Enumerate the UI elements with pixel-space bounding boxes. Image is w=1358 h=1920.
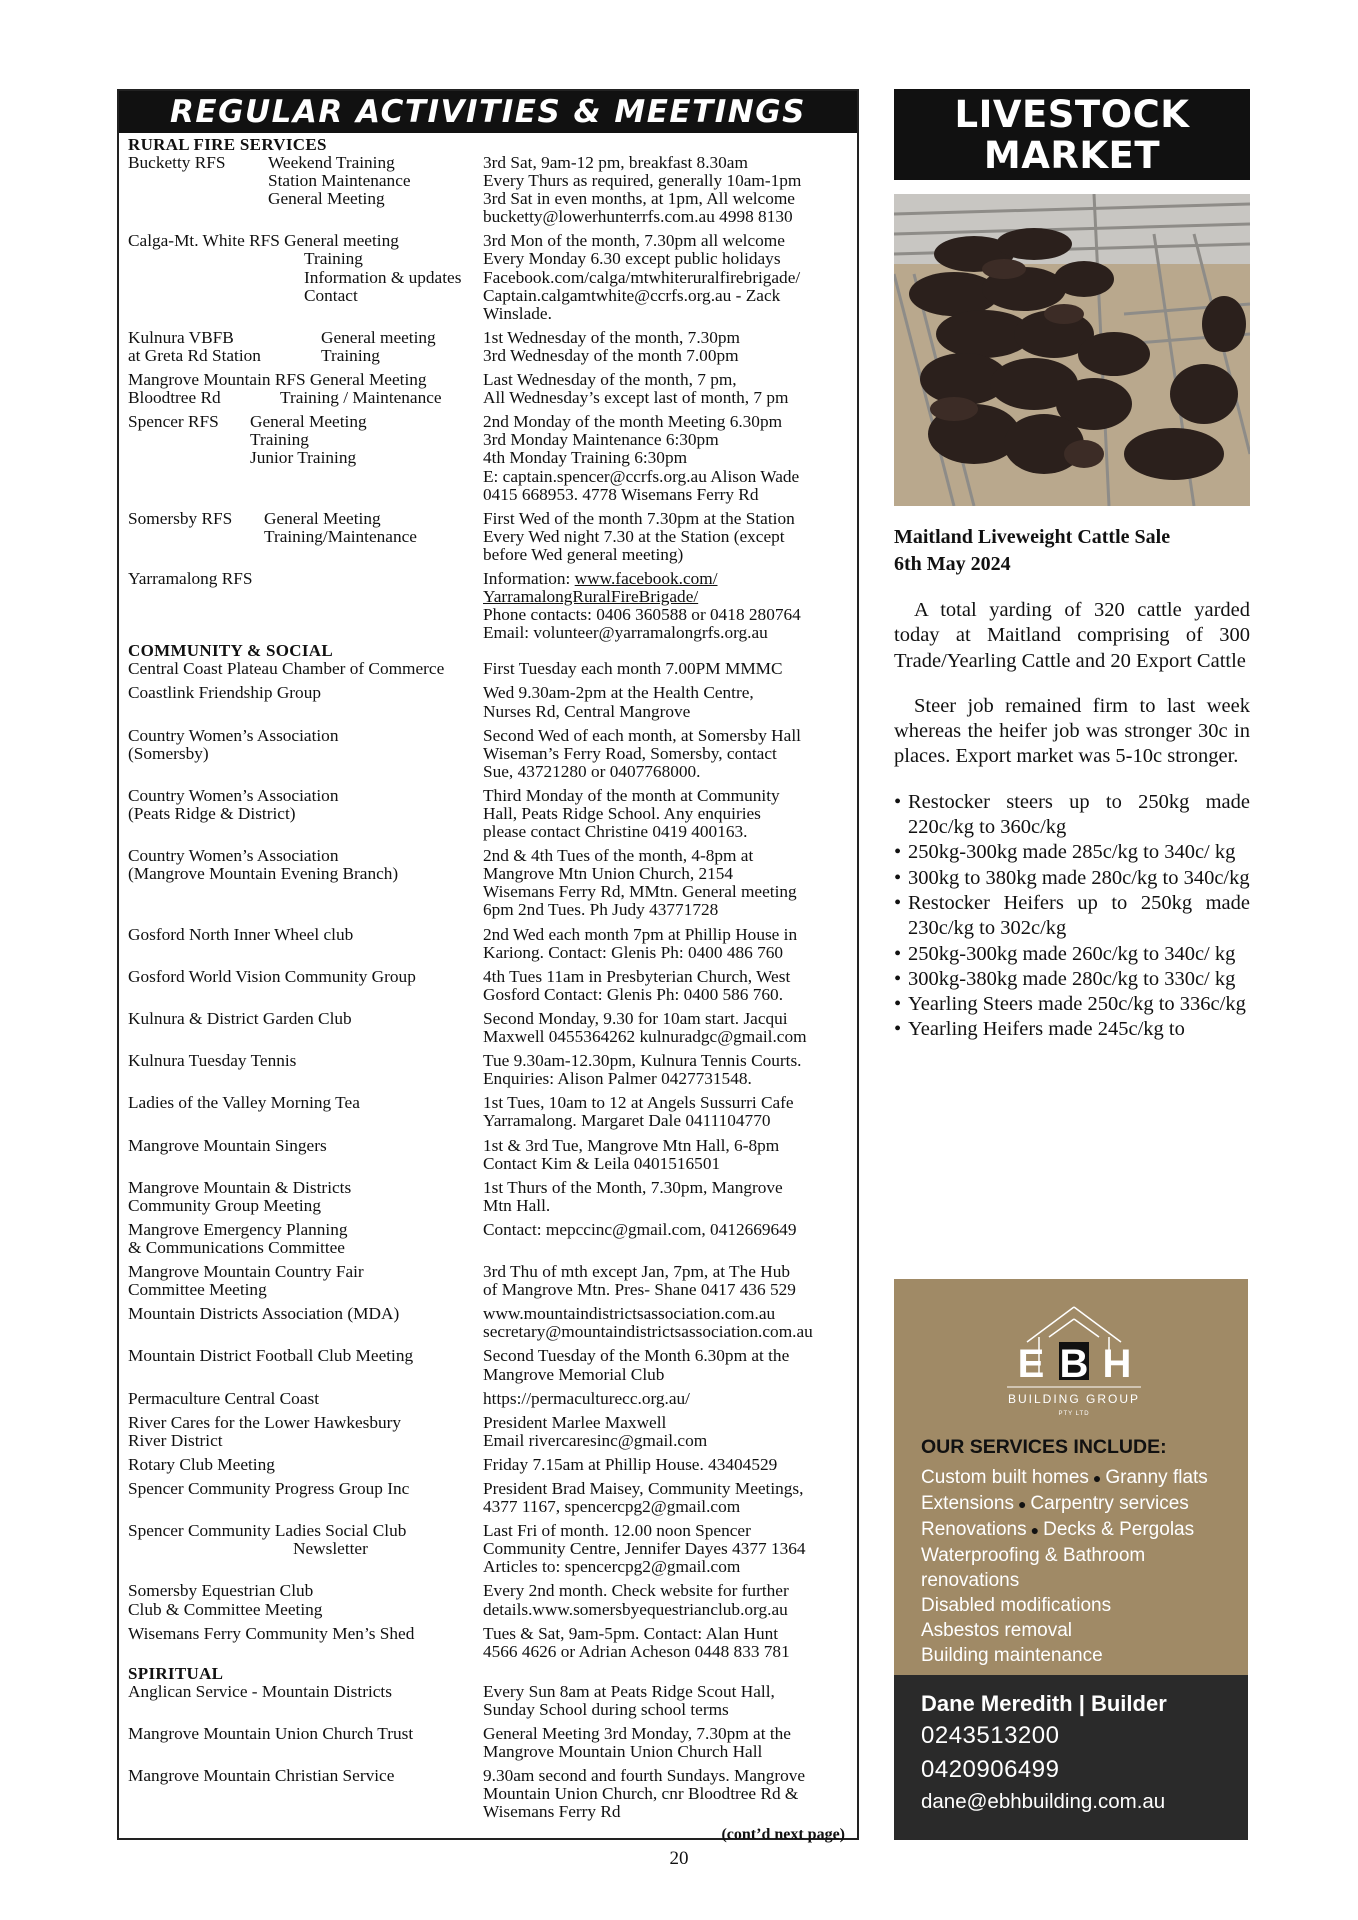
entry-name: Anglican Service - Mountain Districts (128, 1681, 392, 1701)
entry-detail: 4566 4626 or Adrian Acheson 0448 833 781 (483, 1641, 790, 1661)
entry-detail: Contact: mepccinc@gmail.com, 0412669649 (483, 1219, 797, 1239)
entry-detail: Facebook.com/calga/mtwhiteruralfirebrigade/ (483, 267, 801, 287)
entry-detail: 1st Wednesday of the month, 7.30pm (483, 327, 740, 347)
entry-detail: Yarramalong. Margaret Dale 0411104770 (483, 1111, 771, 1131)
bullet-icon: • (894, 967, 902, 990)
entry-detail: Second Monday, 9.30 for 10am start. Jacqui (483, 1008, 788, 1028)
entry-event: General Meeting (264, 508, 381, 528)
list-item (128, 371, 849, 407)
entry-detail: Tue 9.30am-12.30pm, Kulnura Tennis Courts. (483, 1051, 802, 1071)
entry-detail: Every Wed night 7.30 at the Station (except (483, 526, 785, 546)
price-bullet (894, 942, 1250, 967)
entry-detail: Maxwell 0455364262 kulnuradgc@gmail.com (483, 1027, 807, 1047)
list-item (128, 660, 849, 678)
entry-name: Somersby Equestrian Club (128, 1581, 314, 1601)
entry-name: Mangrove Mountain Christian Service (128, 1766, 395, 1786)
entry-detail: Community Centre, Jennifer Dayes 4377 1364 (483, 1539, 806, 1559)
entry-event: Training (250, 430, 309, 450)
logo-pty: PTY LTD (1058, 1411, 1090, 1417)
ebh-logo (989, 1297, 1159, 1422)
list-item (128, 1683, 849, 1719)
entry-detail: General Meeting 3rd Monday, 7.30pm at the (483, 1724, 791, 1744)
list-item (128, 1137, 849, 1173)
entry-name: Mangrove Emergency Planning (128, 1219, 348, 1239)
entry-detail: 3rd Thu of mth except Jan, 7pm, at The Hub (483, 1262, 791, 1282)
entry-detail: 1st Tues, 10am to 12 at Angels Sussurri Cafe (483, 1093, 794, 1113)
price-bullet (894, 992, 1250, 1017)
entry-detail: 0415 668953. 4778 Wisemans Ferry Rd (483, 484, 759, 504)
market-report-title (894, 89, 1250, 180)
bullet-icon: • (894, 1018, 902, 1041)
bullet-icon: • (894, 790, 902, 813)
service-item: Asbestos removal (921, 1620, 1073, 1641)
entry-event: General Meeting (268, 189, 385, 209)
ad-contact-block (894, 1675, 1248, 1840)
service-item: Carpentry services (1030, 1493, 1189, 1514)
entry-event: Training / Maintenance (280, 388, 442, 408)
price-bullet-text: 250kg-300kg made 260c/kg to 340c/ kg (908, 942, 1236, 965)
facebook-link[interactable]: www.facebook.com/ (574, 568, 718, 588)
sale-title (894, 524, 1250, 578)
entry-detail: before Wed general meeting) (483, 544, 684, 564)
price-bullet-text: 300kg-380kg made 280c/kg to 330c/ kg (908, 967, 1236, 990)
entry-detail: Hall, Peats Ridge School. Any enquiries (483, 804, 761, 823)
entry-name: Calga-Mt. White RFS General meeting (128, 231, 399, 251)
price-bullet-list (894, 790, 1250, 1043)
list-item (128, 1414, 849, 1450)
entry-detail: Winslade. (483, 303, 552, 323)
list-item (128, 570, 849, 642)
builder-name: Dane Meredith | Builder (921, 1691, 1167, 1716)
entry-detail: President Brad Maisey, Community Meetings, (483, 1479, 804, 1498)
entry-detail: Articles to: spencercpg2@gmail.com (483, 1557, 741, 1577)
entry-detail: Mountain Union Church, cnr Bloodtree Rd & (483, 1784, 799, 1804)
service-item: Granny flats (1105, 1467, 1208, 1488)
bullet-dot-icon: ● (1017, 1496, 1027, 1512)
entry-name: Spencer Community Ladies Social Club (128, 1521, 407, 1541)
service-item: renovations (921, 1570, 1020, 1591)
sale-title-line: Maitland Liveweight Cattle Sale (894, 526, 1171, 548)
price-bullet-text: Restocker Heifers up to 250kg made 230c/kg to 302c/kg (908, 891, 1250, 940)
entry-detail: of Mangrove Mtn. Pres- Shane 0417 436 529 (483, 1280, 796, 1300)
service-item: Waterproofing & Bathroom (921, 1545, 1146, 1566)
price-bullet-text: 300kg to 380kg made 280c/kg to 340c/kg (908, 866, 1250, 889)
title-line: LIVESTOCK (954, 93, 1190, 136)
list-item (128, 968, 849, 1004)
ebh-building-ad (894, 1279, 1248, 1840)
community-list (128, 660, 849, 1661)
entry-name: Ladies of the Valley Morning Tea (128, 1093, 360, 1113)
price-bullet (894, 1017, 1250, 1042)
entry-detail: Second Tuesday of the Month 6.30pm at the (483, 1346, 790, 1366)
spiritual-list (128, 1683, 849, 1822)
entry-detail: 1st & 3rd Tue, Mangrove Mtn Hall, 6-8pm (483, 1135, 780, 1155)
report-paragraph: A total yarding of 320 cattle yarded today at Maitland comprising of 300 Trade/Yearling Cattle and 20 Export Cattle (894, 599, 1250, 672)
list-item (128, 1582, 849, 1618)
entry-name: Kulnura VBFB (128, 327, 234, 347)
entry-detail: Enquiries: Alison Palmer 0427731548. (483, 1069, 752, 1089)
entry-name: Mangrove Mountain Union Church Trust (128, 1724, 414, 1744)
entry-name: Bucketty RFS (128, 153, 226, 172)
entry-detail: Nurses Rd, Central Mangrove (483, 701, 691, 721)
list-item (128, 1725, 849, 1761)
phone-number[interactable]: 0243513200 (921, 1722, 1060, 1749)
page-number: 20 (669, 1848, 689, 1869)
service-item: Disabled modifications (921, 1595, 1112, 1616)
entry-detail: 4377 1167, spencercpg2@gmail.com (483, 1497, 741, 1517)
list-item (128, 1767, 849, 1821)
phone-number[interactable]: 0420906499 (921, 1756, 1060, 1783)
bullet-icon: • (894, 841, 902, 864)
list-item (128, 1179, 849, 1215)
entry-detail: Wisemans Ferry Rd, MMtn. General meeting (483, 882, 797, 902)
logo-letter: H (1102, 1342, 1132, 1386)
list-item (128, 232, 849, 322)
entry-event: Station Maintenance (268, 171, 411, 191)
entry-name: Bloodtree Rd (128, 388, 221, 408)
price-bullet (894, 840, 1250, 865)
service-item: Extensions (921, 1493, 1014, 1514)
price-bullet-text: Restocker steers up to 250kg made 220c/kg to 360c/kg (908, 790, 1250, 839)
list-item (128, 847, 849, 919)
entry-name: Rotary Club Meeting (128, 1454, 275, 1474)
entry-detail: 3rd Mon of the month, 7.30pm all welcome (483, 231, 785, 251)
entry-detail: Wisemans Ferry Rd (483, 1802, 621, 1822)
list-item (128, 1625, 849, 1661)
section-heading-rural-fire: RURAL FIRE SERVICES (128, 135, 327, 154)
entry-name: at Greta Rd Station (128, 345, 261, 365)
entry-name: Permaculture Central Coast (128, 1388, 319, 1408)
list-item (128, 510, 849, 564)
entry-detail: 4th Tues 11am in Presbyterian Church, West (483, 966, 791, 986)
price-bullet (894, 790, 1250, 841)
section-heading-spiritual: SPIRITUAL (128, 1663, 224, 1683)
bullet-dot-icon: ● (1092, 1470, 1102, 1486)
entry-detail: details.www.somersbyequestrianclub.org.au (483, 1599, 788, 1619)
entry-detail: 2nd Wed each month 7pm at Phillip House in (483, 924, 798, 944)
section-heading-community: COMMUNITY & SOCIAL (128, 641, 333, 661)
service-item: Custom built homes (921, 1467, 1089, 1488)
entry-detail: First Tuesday each month 7.00PM MMMC (483, 659, 783, 679)
entry-detail: bucketty@lowerhunterrfs.com.au 4998 8130 (483, 207, 793, 227)
entry-name: Mangrove Mountain & Districts (128, 1177, 352, 1197)
price-bullet (894, 967, 1250, 992)
entry-detail: Gosford Contact: Glenis Ph: 0400 586 760. (483, 984, 784, 1004)
entry-detail: Last Wednesday of the month, 7 pm, (483, 370, 737, 390)
list-item (128, 1221, 849, 1257)
price-bullet-text: Yearling Heifers made 245c/kg to (908, 1018, 1185, 1041)
list-item (128, 1010, 849, 1046)
entry-detail: Phone contacts: 0406 360588 or 0418 280764 (483, 605, 801, 625)
entry-detail: Mangrove Mountain Union Church Hall (483, 1742, 763, 1762)
entry-detail: please contact Christine 0419 400163. (483, 822, 748, 842)
entry-name: (Mangrove Mountain Evening Branch) (128, 864, 399, 884)
entry-detail: 4th Monday Training 6:30pm (483, 448, 688, 468)
service-item: Building maintenance (921, 1645, 1103, 1666)
entry-name: Spencer RFS (128, 412, 219, 432)
entry-detail: Sue, 43721280 or 0407768000. (483, 761, 701, 781)
entry-detail: Wed 9.30am-2pm at the Health Centre, (483, 683, 754, 703)
list-item (128, 1094, 849, 1130)
entry-name: Mangrove Mountain Singers (128, 1135, 327, 1155)
livestock-report-column (894, 89, 1250, 1043)
regular-activities-header: REGULAR ACTIVITIES & MEETINGS (119, 91, 857, 133)
entry-name: Spencer Community Progress Group Inc (128, 1479, 410, 1498)
entry-event: General Meeting (250, 412, 367, 432)
entry-detail: First Wed of the month 7.30pm at the Station (483, 508, 795, 528)
entry-detail: https://permaculturecc.org.au/ (483, 1388, 690, 1408)
entry-name: Kulnura & District Garden Club (128, 1008, 352, 1028)
entry-name: Somersby RFS (128, 508, 233, 528)
bullet-icon: • (894, 866, 902, 889)
entry-detail: Second Wed of each month, at Somersby Hall (483, 725, 801, 745)
entry-event: Information & updates (304, 267, 462, 287)
entry-detail: Tues & Sat, 9am-5pm. Contact: Alan Hunt (483, 1623, 779, 1643)
regular-activities-box (117, 89, 859, 1843)
entry-detail: All Wednesday’s except last of month, 7 pm (483, 388, 789, 408)
entry-name: Mangrove Mountain Country Fair (128, 1262, 364, 1282)
service-item: Renovations (921, 1519, 1027, 1540)
entry-name: Country Women’s Association (128, 725, 339, 745)
list-item (128, 1347, 849, 1383)
price-bullet-text: Yearling Steers made 250c/kg to 336c/kg (908, 993, 1246, 1016)
entry-detail: Every Monday 6.30 except public holidays (483, 249, 781, 269)
entry-detail: Last Fri of month. 12.00 noon Spencer (483, 1521, 751, 1541)
entry-detail: secretary@mountaindistrictsassociation.com.au (483, 1322, 813, 1342)
entry-detail: Wiseman’s Ferry Road, Somersby, contact (483, 743, 777, 763)
entry-detail: President Marlee Maxwell (483, 1412, 667, 1432)
entry-detail: 1st Thurs of the Month, 7.30pm, Mangrove (483, 1177, 783, 1197)
entry-detail: Information: (483, 568, 571, 588)
entry-detail: 3rd Wednesday of the month 7.00pm (483, 345, 739, 365)
entry-detail: Third Monday of the month at Community (483, 785, 780, 805)
list-item (128, 154, 849, 226)
entry-name: Community Group Meeting (128, 1195, 321, 1215)
price-bullet (894, 866, 1250, 891)
entry-detail: Mtn Hall. (483, 1195, 551, 1215)
entry-detail: Every 2nd month. Check website for further (483, 1581, 789, 1601)
list-item (128, 926, 849, 962)
entry-detail: Every Thurs as required, generally 10am-1pm (483, 171, 802, 191)
entry-name: Mangrove Mountain RFS General Meeting (128, 370, 427, 390)
entry-name: Country Women’s Association (128, 785, 339, 805)
entry-name: & Communications Committee (128, 1237, 345, 1257)
entry-detail: www.mountaindistrictsassociation.com.au (483, 1304, 776, 1324)
entry-detail: Captain.calgamtwhite@ccrfs.org.au - Zack (483, 285, 781, 305)
service-item: Decks & Pergolas (1043, 1519, 1195, 1540)
activities-list (119, 133, 857, 1844)
continued-note: (cont’d next page) (721, 1825, 845, 1843)
bullet-icon: • (894, 891, 902, 914)
list-item (128, 1263, 849, 1299)
facebook-link[interactable]: YarramalongRuralFireBrigade/ (483, 587, 699, 607)
entry-name: Coastlink Friendship Group (128, 683, 321, 703)
list-item (128, 684, 849, 720)
entry-name: Central Coast Plateau Chamber of Commerce (128, 659, 445, 679)
list-item (128, 1522, 849, 1576)
entry-detail: Mangrove Mtn Union Church, 2154 (483, 864, 734, 884)
list-item (128, 1390, 849, 1408)
list-item (128, 1480, 849, 1516)
entry-detail: Sunday School during school terms (483, 1699, 729, 1719)
entry-detail: 6pm 2nd Tues. Ph Judy 43771728 (483, 900, 719, 920)
list-item (128, 1305, 849, 1341)
entry-detail: Mangrove Memorial Club (483, 1364, 665, 1384)
bullet-icon: • (894, 993, 902, 1016)
services-list (921, 1465, 1208, 1668)
entry-name: Yarramalong RFS (128, 568, 253, 588)
logo-letter: E (1017, 1342, 1045, 1386)
sale-title-line: 6th May 2024 (894, 553, 1011, 575)
entry-name: (Peats Ridge & District) (128, 804, 296, 823)
entry-name: Newsletter (293, 1539, 368, 1559)
entry-event: Training (321, 345, 380, 365)
title-line: MARKET (983, 134, 1161, 177)
entry-detail: Every Sun 8am at Peats Ridge Scout Hall, (483, 1681, 775, 1701)
entry-detail: Contact Kim & Leila 0401516501 (483, 1153, 721, 1173)
entry-event: Training/Maintenance (264, 526, 417, 546)
logo-subtitle: BUILDING GROUP (1007, 1392, 1141, 1406)
entry-detail: 3rd Sat, 9am-12 pm, breakfast 8.30am (483, 153, 748, 172)
entry-event: General meeting (321, 327, 436, 347)
price-bullet (894, 891, 1250, 942)
logo-letter: B (1059, 1342, 1089, 1386)
entry-detail: Friday 7.15am at Phillip House. 43404529 (483, 1454, 778, 1474)
entry-name: Wisemans Ferry Community Men’s Shed (128, 1623, 415, 1643)
entry-name: Club & Committee Meeting (128, 1599, 323, 1619)
list-item (128, 1052, 849, 1088)
list-item (128, 727, 849, 781)
entry-name: Mountain District Football Club Meeting (128, 1346, 414, 1366)
entry-detail: 2nd Monday of the month Meeting 6.30pm (483, 412, 783, 432)
entry-event: Junior Training (250, 448, 357, 468)
entry-detail: E: captain.spencer@ccrfs.org.au Alison Wade (483, 466, 800, 486)
entry-event: Weekend Training (268, 153, 395, 172)
entry-name: Gosford North Inner Wheel club (128, 924, 354, 944)
price-bullet-text: 250kg-300kg made 285c/kg to 340c/ kg (908, 841, 1236, 864)
entry-event: Contact (304, 285, 358, 305)
entry-detail: Kariong. Contact: Glenis Ph: 0400 486 760 (483, 942, 784, 962)
entry-detail: 2nd & 4th Tues of the month, 4-8pm at (483, 846, 754, 866)
services-title: OUR SERVICES INCLUDE: (921, 1436, 1167, 1458)
entry-name: (Somersby) (128, 743, 209, 763)
entry-event: Training (304, 249, 363, 269)
cattle-yard-photo (894, 194, 1250, 506)
entry-detail: Email: volunteer@yarramalongrfs.org.au (483, 623, 768, 643)
bullet-dot-icon: ● (1030, 1522, 1040, 1538)
entry-name: River Cares for the Lower Hawkesbury (128, 1412, 402, 1432)
entry-name: River District (128, 1430, 223, 1450)
entry-name: Kulnura Tuesday Tennis (128, 1051, 297, 1071)
entry-name: Gosford World Vision Community Group (128, 966, 416, 986)
bullet-icon: • (894, 942, 902, 965)
entry-detail: 3rd Monday Maintenance 6:30pm (483, 430, 719, 450)
list-item (128, 1456, 849, 1474)
entry-name: Mountain Districts Association (MDA) (128, 1304, 400, 1324)
list-item (128, 329, 849, 365)
entry-detail: Email rivercaresinc@gmail.com (483, 1430, 708, 1450)
email-link[interactable]: dane@ebhbuilding.com.au (921, 1790, 1166, 1813)
list-item (128, 787, 849, 841)
entry-name: Committee Meeting (128, 1280, 267, 1300)
entry-detail: 3rd Sat in even months, at 1pm, All welcome (483, 189, 795, 209)
entry-detail: 9.30am second and fourth Sundays. Mangrove (483, 1766, 806, 1786)
report-paragraph: Steer job remained firm to last week whereas the heifer job was stronger 30c in places. Export market was 5-10c stronger. (894, 694, 1250, 768)
list-item (128, 413, 849, 503)
entry-name: Country Women’s Association (128, 846, 339, 866)
